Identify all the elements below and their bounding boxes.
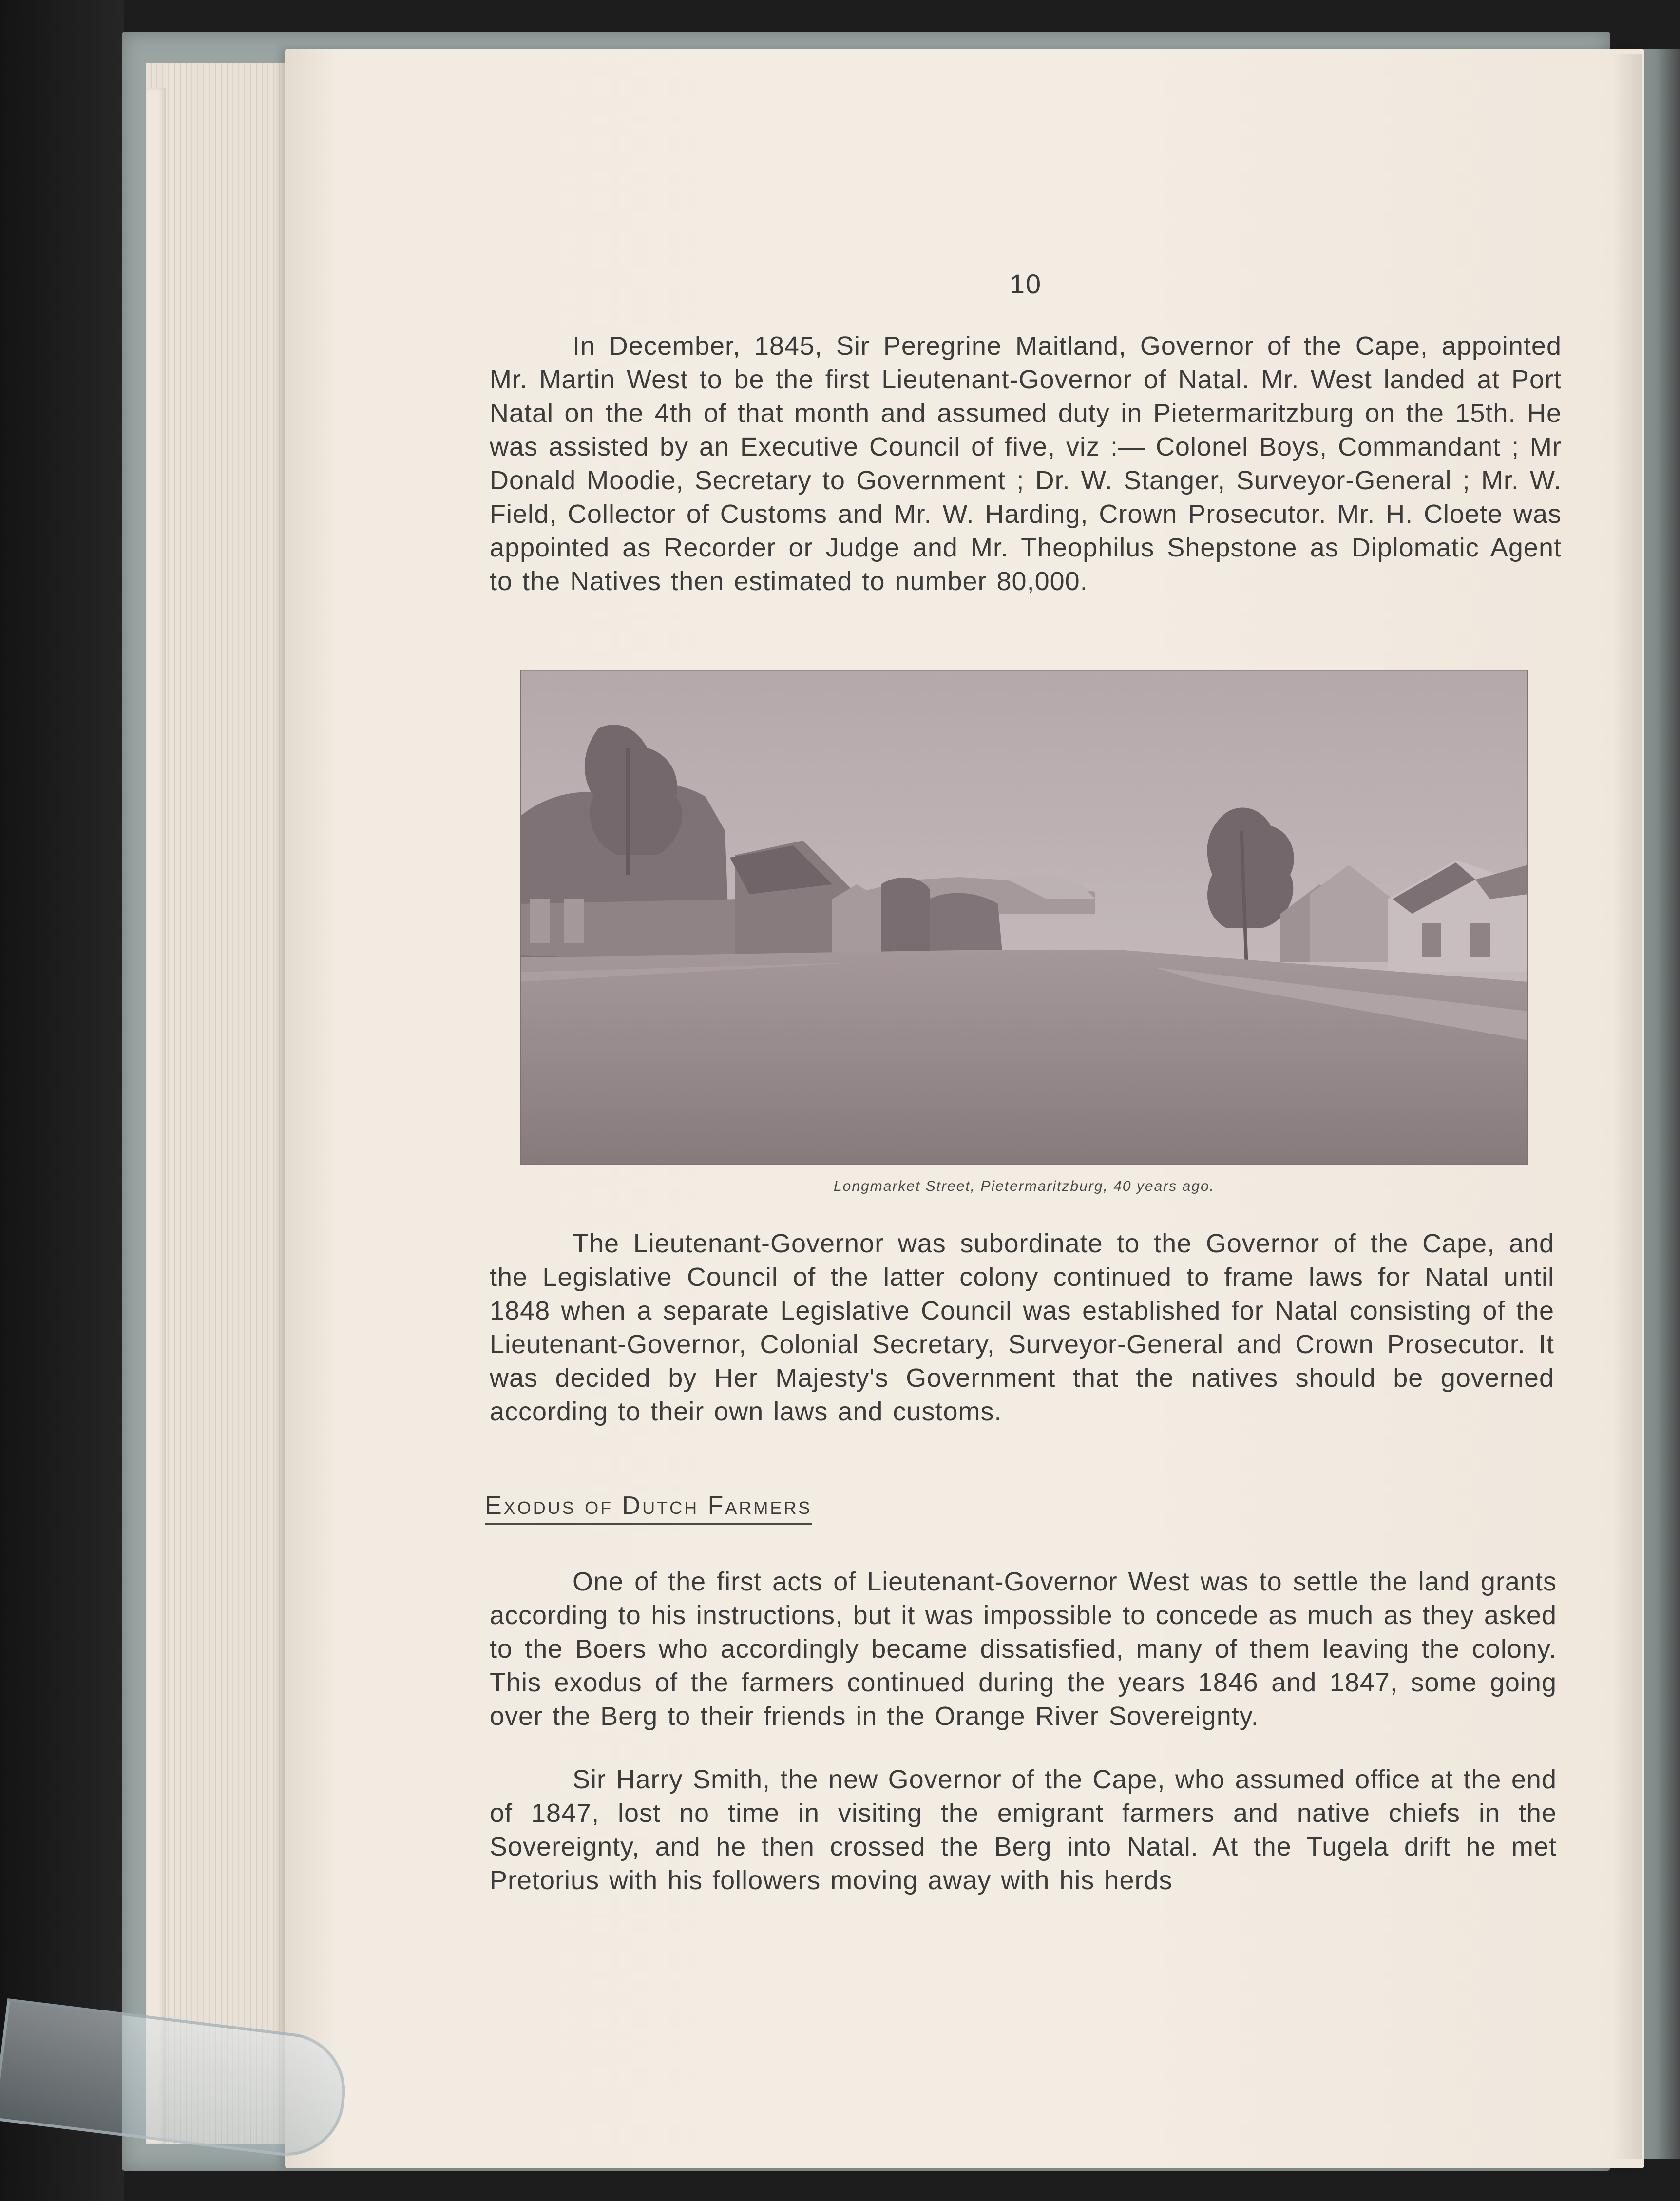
page-number: 10	[1009, 268, 1042, 299]
dark-background	[0, 0, 124, 2201]
paragraph-3: One of the first acts of Lieutenant-Governor West was to settle the land grants according to his instructions, but it was impossible to concede as much as they asked to the Boers who accordingly became dissatisfied, many of them leaving the colony. This exodus of the farmers continued during the years 1846 and 1847, some going over the Berg to their friends in the Orange River Sovereignty.	[490, 1567, 1557, 1731]
paragraph-1: In December, 1845, Sir Peregrine Maitland, Governor of the Cape, appointed Mr. Martin West to be the first Lieutenant-Governor of Natal. Mr. West landed at Port Natal on the 4th of that month and assumed duty in Pietermaritzburg on the 15th. He was assisted by an Executive Council of five, viz :— Colonel Boys, Commandant ; Mr Donald Moodie, Secretary to Government ; Dr. W. Stanger, Surveyor-General ; Mr. W. Field, Collector of Customs and Mr. W. Harding, Crown Prosecutor. Mr. H. Cloete was appointed as Recorder or Judge and Mr. Theophilus Shepstone as Diplomatic Agent to the Natives then estimated to number 80,000.	[490, 331, 1562, 596]
paragraph-2: The Lieutenant-Governor was subordinate to the Governor of the Cape, and the Legislative Council of the latter colony continued to frame laws for Natal until 1848 when a separate Legislative Council was established for Natal consisting of the Lieutenant-Governor, Colonial Secretary, Surveyor-General and Crown Prosecutor. It was decided by Her Majesty's Government that the natives should be governed according to their own laws and customs.	[490, 1229, 1554, 1426]
page-stack	[146, 63, 302, 2144]
page-shadow	[1613, 54, 1642, 2159]
paragraph-4: Sir Harry Smith, the new Governor of the Cape, who assumed office at the end of 1847, lost no time in visiting the emigrant farmers and native chiefs in the Sovereignty, and he then crossed the Berg into Natal. At the Tugela drift he met Pretorius with his followers moving away with his herds	[490, 1765, 1557, 1895]
street-photograph	[520, 670, 1528, 1165]
photo-caption: Longmarket Street, Pietermaritzburg, 40 years ago.	[833, 1178, 1215, 1194]
section-heading: Exodus of Dutch Farmers	[485, 1491, 812, 1525]
page-edge	[146, 88, 166, 2144]
